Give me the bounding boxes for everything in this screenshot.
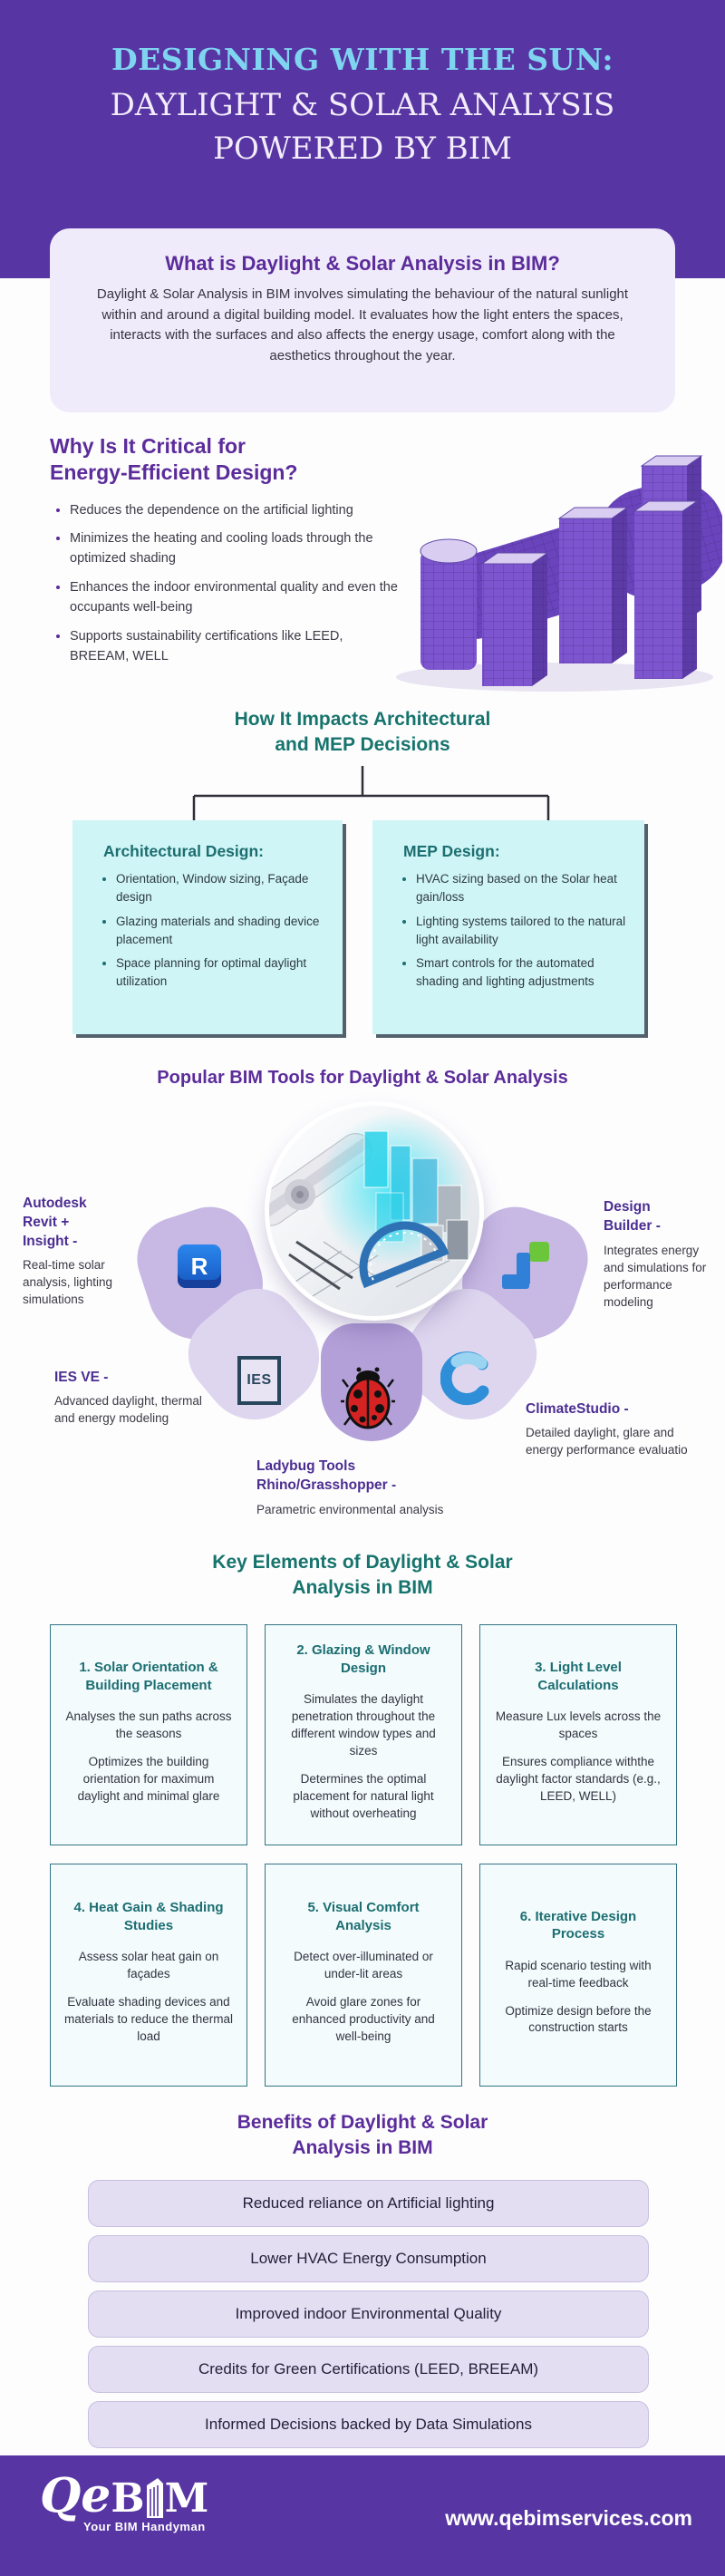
architectural-bullet-list: [100, 870, 326, 992]
benefit-pill: Informed Decisions backed by Data Simulations: [88, 2401, 649, 2448]
tools-heading: Popular BIM Tools for Daylight & Solar Analysis: [157, 1068, 568, 1088]
bim-building-illustration: [373, 401, 722, 695]
impacts-heading-line2: and MEP Decisions: [275, 734, 450, 756]
element-box-paragraph: Measure Lux levels across the spaces: [495, 1709, 662, 1741]
elements-heading: [0, 1550, 725, 1602]
why-heading: [50, 433, 405, 486]
element-box-1: [50, 1624, 247, 1845]
footer-bar: [0, 2455, 725, 2576]
element-box-title: 4. Heat Gain & Shading Studies: [73, 1900, 224, 1933]
qebim-logo-row: [40, 2468, 209, 2523]
impacts-heading: [0, 707, 725, 759]
element-box-title: 1. Solar Orientation & Building Placement: [79, 1660, 218, 1693]
architectural-design-box: [72, 820, 343, 1034]
ladybug-icon: [341, 1367, 395, 1430]
page-title-line1: DESIGNING WITH THE SUN:: [111, 42, 614, 77]
ladybug-desc: Parametric environmental analysis: [256, 1503, 444, 1516]
revit-label: [23, 1195, 87, 1252]
logo-m-text: M: [164, 2475, 209, 2522]
benefit-pill: Credits for Green Certifications (LEED, BREEAM): [88, 2346, 649, 2393]
architectural-bullet: • Orientation, Window sizing, Façade design: [116, 870, 326, 907]
element-box-title: 5. Visual Comfort Analysis: [307, 1900, 420, 1933]
iesve-label: IES VE -: [54, 1370, 109, 1385]
tools-cluster: [0, 1097, 725, 1550]
revit-desc: Real-time solar analysis, lighting simulations: [23, 1258, 113, 1307]
element-box-paragraph: Simulates the daylight penetration throughout the different window types and sizes: [291, 1692, 436, 1758]
element-box-paragraph: Assess solar heat gain on façades: [78, 1950, 219, 1981]
building-svg: [373, 401, 722, 695]
element-box-paragraph: Determines the optimal placement for natural light without overheating: [293, 1771, 434, 1820]
benefits-heading-line2: Analysis in BIM: [292, 2137, 433, 2159]
element-box-paragraph: Analyses the sun paths across the seasons: [65, 1709, 232, 1741]
why-bullet-list: [50, 500, 405, 667]
designbuilder-label: [604, 1198, 661, 1236]
mep-design-title: MEP Design:: [403, 842, 500, 860]
element-box-4: [50, 1864, 247, 2087]
logo-b-text: B: [111, 2475, 145, 2522]
why-bullet: • Minimizes the heating and cooling loads through the optimized shading: [70, 528, 405, 569]
impacts-heading-line1: How It Impacts Architectural: [234, 709, 491, 730]
architectural-bullet: • Glazing materials and shading device placement: [116, 913, 326, 950]
element-box-paragraph: Optimize design before the construction starts: [505, 2003, 652, 2035]
mep-design-box: [372, 820, 644, 1034]
revit-label-line1: Autodesk: [23, 1196, 87, 1211]
benefit-pill: Lower HVAC Energy Consumption: [88, 2235, 649, 2282]
element-box-5: [265, 1864, 462, 2087]
climatestudio-icon: [440, 1349, 495, 1407]
revit-label-line2: Revit +: [23, 1214, 70, 1230]
mep-bullet: • Smart controls for the automated shading and lighting adjustments: [416, 954, 628, 992]
climatestudio-desc: Detailed daylight, glare and energy performance evaluatio: [526, 1426, 688, 1457]
element-box-paragraph: Detect over-illuminated or under-lit areas: [294, 1950, 433, 1981]
page-title-line2: DAYLIGHT & SOLAR ANALYSIS: [110, 87, 615, 123]
designbuilder-label-line1: Design: [604, 1199, 651, 1215]
benefit-pill: Improved indoor Environmental Quality: [88, 2290, 649, 2338]
tree-connector: [0, 764, 725, 824]
blueprint-svg: [269, 1106, 479, 1316]
designbuilder-icon-green-square: [529, 1242, 549, 1262]
qebim-logo: [40, 2468, 209, 2533]
designbuilder-icon-blue-base: [502, 1274, 529, 1289]
blueprint-hub-image: [269, 1106, 479, 1316]
why-heading-line1: Why Is It Critical for: [50, 434, 246, 458]
benefit-pill: Reduced reliance on Artificial lighting: [88, 2180, 649, 2227]
mep-bullet: • Lighting systems tailored to the natural light availability: [416, 913, 628, 950]
designbuilder-label-line2: Builder -: [604, 1217, 661, 1234]
website-link[interactable]: www.qebimservices.com: [445, 2506, 692, 2530]
benefits-heading: [0, 2110, 725, 2162]
element-box-paragraph: Evaluate shading devices and materials to reduce the thermal load: [63, 1995, 234, 2043]
ladybug-label-line1: Ladybug Tools: [256, 1458, 356, 1474]
element-box-paragraph: Ensures compliance withthe daylight factor standards (e.g., LEED, WELL): [496, 1755, 661, 1803]
why-bullet: • Supports sustainability certifications like LEED, BREEAM, WELL: [70, 626, 405, 667]
why-bullet: • Reduces the dependence on the artificial lighting: [70, 500, 405, 520]
designbuilder-desc: Integrates energy and simulations for performance modeling: [604, 1244, 707, 1310]
element-box-paragraph: Rapid scenario testing with real-time feedback: [505, 1958, 652, 1990]
element-box-title: 6. Iterative Design Process: [519, 1908, 637, 1942]
elements-heading-line1: Key Elements of Daylight & Solar: [212, 1552, 513, 1573]
revit-icon: R: [178, 1244, 221, 1288]
mep-bullet-list: [400, 870, 628, 992]
benefits-heading-line1: Benefits of Daylight & Solar: [237, 2112, 488, 2133]
why-bullet: • Enhances the indoor environmental quality and even the occupants well-being: [70, 577, 405, 618]
architectural-design-title: Architectural Design:: [103, 842, 264, 860]
element-box-title: 2. Glazing & Window Design: [296, 1642, 430, 1676]
element-box-paragraph: Optimizes the building orientation for maximum daylight and minimal glare: [77, 1755, 220, 1803]
element-box-2: [265, 1624, 462, 1845]
element-box-6: [479, 1864, 677, 2087]
element-box-3: [479, 1624, 677, 1845]
climatestudio-label: ClimateStudio -: [526, 1401, 629, 1417]
what-is-body: Daylight & Solar Analysis in BIM involves simulating the behaviour of the natural sunlight within and around a digital building model. It evaluates how the light enters the spaces, interacts with the surfaces and also affects the energy usage, comfort along with the aesthetics throughout the year.: [96, 286, 629, 363]
iesve-icon: IES: [237, 1356, 281, 1405]
logo-tagline: Your BIM Handyman: [83, 2519, 206, 2533]
designbuilder-icon: [502, 1242, 551, 1291]
architectural-bullet: • Space planning for optimal daylight utilization: [116, 954, 326, 992]
why-heading-line2: Energy-Efficient Design?: [50, 460, 298, 484]
element-box-paragraph: Avoid glare zones for enhanced productivity and well-being: [292, 1995, 435, 2043]
element-box-title: 3. Light Level Calculations: [535, 1660, 622, 1693]
mep-bullet: • HVAC sizing based on the Solar heat gain/loss: [416, 870, 628, 907]
logo-building-icon: [145, 2476, 165, 2518]
why-critical-section: [50, 433, 405, 675]
logo-qe-text: Qe: [40, 2468, 111, 2523]
what-is-heading: What is Daylight & Solar Analysis in BIM?: [165, 252, 560, 275]
what-is-card: [50, 228, 675, 412]
page-title-line3: POWERED BY BIM: [213, 131, 512, 167]
iesve-desc: Advanced daylight, thermal and energy modeling: [54, 1394, 202, 1426]
elements-heading-line2: Analysis in BIM: [292, 1577, 433, 1599]
revit-label-line3: Insight -: [23, 1233, 78, 1249]
ladybug-label-line2: Rhino/Grasshopper -: [256, 1477, 397, 1493]
ladybug-label: [256, 1457, 396, 1496]
